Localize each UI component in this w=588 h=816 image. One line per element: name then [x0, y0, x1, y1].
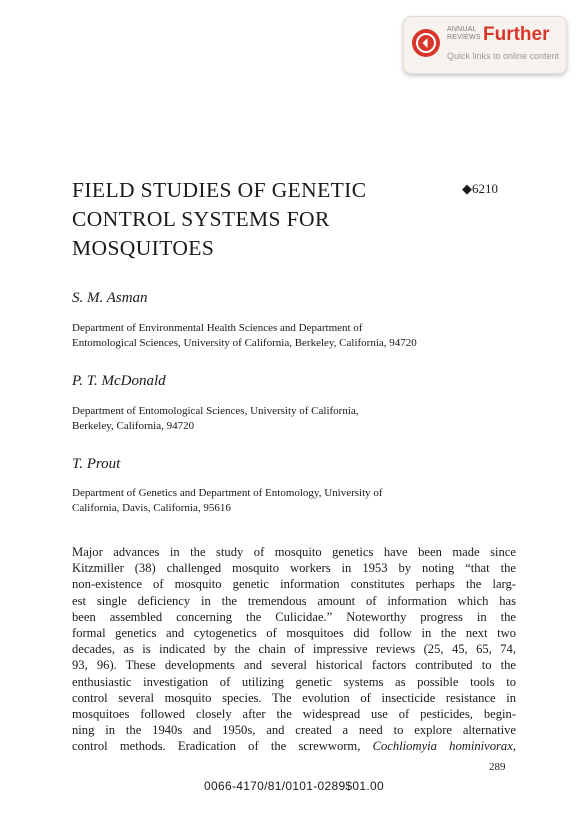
- body-line-text: control methods. Eradication of the screwworm,: [72, 739, 373, 754]
- author-affiliation: [72, 486, 383, 516]
- author-affiliation: [72, 404, 359, 434]
- article-code: ◆6210: [462, 181, 498, 196]
- species-name: Cochliomyia hominivorax,: [372, 739, 516, 754]
- title-line: MOSQUITOES: [72, 236, 215, 260]
- body-line: control several mosquito species. The evolution of insecticide resistance in: [72, 690, 516, 705]
- affiliation-line: Department of Genetics and Department of Entomology, University of: [72, 487, 383, 499]
- body-line: ning in the 1940s and 1950s, and created a need to explore alternative: [72, 723, 516, 738]
- affiliation-line: Department of Entomological Sciences, University of California,: [72, 405, 359, 417]
- further-logo-icon: [412, 29, 440, 57]
- body-paragraph: [72, 544, 516, 755]
- body-line-last: [72, 738, 516, 754]
- body-line: Major advances in the study of mosquito genetics have been made since: [72, 545, 516, 559]
- body-line: 93, 96). These developments and several historical factors contributed to the: [72, 658, 516, 673]
- title-line: FIELD STUDIES OF GENETIC: [72, 178, 367, 202]
- affiliation-line: California, Davis, California, 95616: [72, 502, 231, 514]
- author-name: P. T. McDonald: [72, 373, 166, 389]
- badge-reviews: REVIEWS: [447, 34, 481, 41]
- affiliation-line: Entomological Sciences, University of California, Berkeley, California, 94720: [72, 337, 417, 349]
- badge-further: Further: [483, 24, 550, 45]
- body-line: non-existence of mosquito genetic information constitutes perhaps the larg-: [72, 577, 516, 592]
- affiliation-line: Berkeley, California, 94720: [72, 420, 195, 432]
- page-number: 289: [489, 761, 506, 773]
- body-line: mosquitoes followed closely after the widespread use of pesticides, begin-: [72, 707, 516, 722]
- author-name: T. Prout: [72, 456, 121, 472]
- article-title: [72, 176, 432, 263]
- badge-quick-links: Quick links to online content: [447, 51, 560, 61]
- body-line: est single deficiency in the tremendous amount of information which has: [72, 593, 516, 608]
- badge-publisher-label: [447, 26, 487, 42]
- body-line: decades, as is indicated by the chain of impressive reviews (25, 45, 65, 74,: [72, 642, 516, 657]
- author-affiliation: [72, 321, 417, 351]
- author-name: S. M. Asman: [72, 290, 148, 306]
- footer-code: 0066-4170/81/0101-0289$01.00: [204, 779, 384, 793]
- badge-annual: ANNUAL: [447, 26, 477, 33]
- body-line: been assembled concerning the Culicidae.” Noteworthy progress in the: [72, 609, 516, 624]
- annual-reviews-further-badge[interactable]: [403, 16, 567, 74]
- body-line: Kitzmiller (38) challenged mosquito workers in 1953 by noting “that the: [72, 561, 516, 576]
- title-line: CONTROL SYSTEMS FOR: [72, 207, 330, 231]
- body-line: enthusiastic investigation of utilizing genetic systems as possible tools to: [72, 674, 516, 689]
- affiliation-line: Department of Environmental Health Sciences and Department of: [72, 322, 363, 334]
- body-line: formal genetics and cytogenetics of mosquitoes did follow in the next two: [72, 626, 516, 641]
